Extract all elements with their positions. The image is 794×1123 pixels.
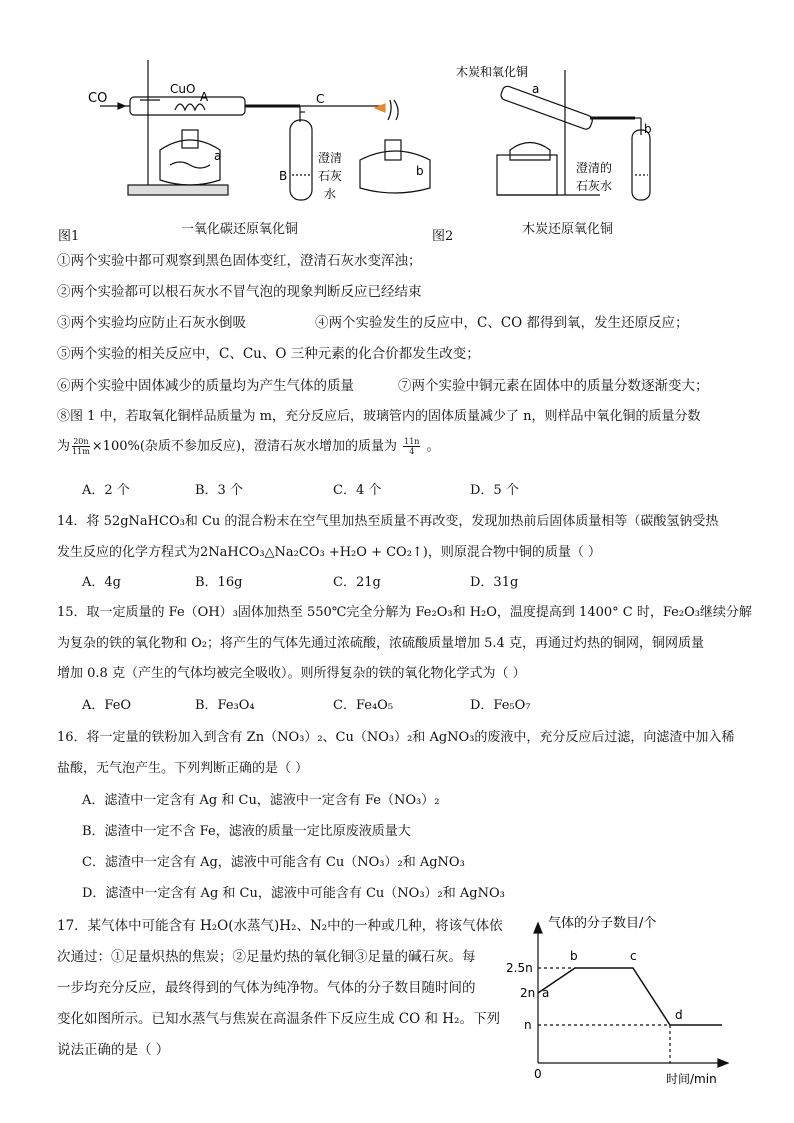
graph-ytick-n: n	[524, 1018, 532, 1032]
q17-line1: 17．某气体中可能含有 H₂O(水蒸气)H₂、N₂中的一种或几种，将该气体依	[57, 918, 503, 934]
fig1-c-label: C	[316, 92, 325, 106]
graph-ytick-2.5n: 2.5n	[506, 961, 533, 975]
fig1-co-label: CO	[88, 91, 108, 106]
q15-option-b[interactable]: B．Fe₃O₄	[195, 698, 255, 713]
q14-option-d[interactable]: D．31g	[470, 575, 519, 590]
q16-option-a[interactable]: A．滤渣中一定含有 Ag 和 Cu，滤液中一定含有 Fe（NO₃）₂	[82, 793, 440, 808]
q15-option-a[interactable]: A．FeO	[82, 698, 132, 713]
fig2-label: 图2	[432, 229, 454, 244]
q15-line3: 增加 0.8 克（产生的气体均被完全吸收）。则所得复杂的铁的氧化物化学式为（ ）	[57, 666, 526, 681]
molecule-count-graph	[500, 905, 740, 1090]
graph-origin: 0	[534, 1067, 542, 1081]
graph-point-d: d	[675, 1008, 683, 1022]
statement-8-line2	[57, 435, 440, 456]
fraction-cuo	[72, 437, 90, 456]
q13-option-a[interactable]: A．2 个	[82, 483, 130, 498]
fig2-reactants-label: 木炭和氧化铜	[456, 65, 529, 79]
graph-point-b: b	[570, 949, 578, 963]
statement-8-line1: ⑧图 1 中，若取氧化铜样品质量为 m，充分反应后，玻璃管内的固体质量减少了 n，则样品中氧化铜的质量分数	[57, 409, 701, 424]
fig2-b-label: b	[644, 122, 652, 136]
statement-8-mid: ×100%(杂质不参加反应)，澄清石灰水增加的质量为	[91, 439, 397, 454]
statement-3: ③两个实验均应防止石灰水倒吸	[57, 315, 246, 331]
q14-line2: 发生反应的化学方程式为2NaHCO₃△Na₂CO₃ +H₂O + CO₂↑)，则原混合物中铜的质量（ ）	[57, 545, 602, 560]
statement-4: ④两个实验发生的反应中，C、CO 都得到氧，发生还原反应；	[315, 315, 689, 331]
q16-line1: 16．将一定量的铁粉加入到含有 Zn（NO₃）₂、Cu（NO₃）₂和 AgNO₃的废液中，充分反应后过滤，向滤渣中加入稀	[57, 730, 735, 745]
graph-ytick-2n: 2n	[520, 986, 536, 1000]
fig1-b-upper-label: B	[279, 169, 288, 183]
fraction-limewater-num: 11n	[404, 437, 420, 446]
statement-7: ⑦两个实验中铜元素在固体中的质量分数逐渐变大；	[398, 378, 709, 394]
graph-ylabel: 气体的分子数目/个	[548, 916, 657, 931]
q17-line3: 一步均充分反应，最终得到的气体为纯净物。气体的分子数目随时间的	[57, 980, 476, 996]
statement-5: ⑤两个实验的相关反应中，C、Cu、O 三种元素的化合价都发生改变；	[57, 346, 480, 362]
fraction-limewater	[403, 437, 420, 456]
apparatus-figures	[0, 0, 794, 245]
q14-option-a[interactable]: A．4g	[82, 575, 121, 590]
statement-1: ①两个实验中都可观察到黑色固体变红，澄清石灰水变浑浊；	[57, 253, 422, 269]
graph-point-c: c	[630, 949, 637, 963]
statement-2: ②两个实验都可以根石灰水不冒气泡的现象判断反应已经结束	[57, 284, 422, 300]
q14-option-b[interactable]: B．16g	[195, 575, 243, 590]
fraction-limewater-den: 4	[409, 447, 415, 456]
statement-6: ⑥两个实验中固体减少的质量均为产生气体的质量	[57, 378, 354, 394]
fig1-limewater-2: 石灰	[318, 169, 343, 183]
fig1-caption: 一氧化碳还原氧化铜	[181, 222, 299, 237]
q15-option-d[interactable]: D．Fe₅O₇	[470, 698, 531, 713]
fig1-b-lower-label: b	[416, 164, 424, 178]
q15-line1: 15．取一定质量的 Fe（OH）₃固体加热至 550℃完全分解为 Fe₂O₃和 H₂O，温度提高到 1400° C 时，Fe₂O₃继续分解	[57, 605, 752, 620]
fig2-caption: 木炭还原氧化铜	[522, 222, 614, 237]
q14-line1: 14．将 52gNaHCO₃和 Cu 的混合粉末在空气里加热至质量不再改变，发现加热前后固体质量相等（碳酸氢钠受热	[57, 514, 719, 529]
fraction-cuo-den: 11m	[72, 447, 90, 456]
q15-line2: 为复杂的铁的氧化物和 O₂；将产生的气体先通过浓硫酸，浓硫酸质量增加 5.4 克，再通过灼热的铜网，铜网质量	[57, 636, 704, 651]
graph-xlabel: 时间/min	[666, 1072, 717, 1086]
q16-option-b[interactable]: B．滤渣中一定不含 Fe，滤液的质量一定比原废液质量大	[82, 824, 411, 839]
fraction-cuo-num: 20n	[73, 437, 89, 446]
q14-option-c[interactable]: C．21g	[333, 575, 381, 590]
q15-option-c[interactable]: C．Fe₄O₅	[333, 698, 394, 713]
q13-option-d[interactable]: D．5 个	[470, 483, 519, 498]
fig2-limewater-2: 石灰水	[576, 179, 613, 193]
fig1-a-upper-label: A	[200, 90, 209, 104]
q17-line4: 变化如图所示。已知水蒸气与焦炭在高温条件下反应生成 CO 和 H₂。下列	[57, 1011, 500, 1027]
fig1-a-lower-label: a	[214, 149, 222, 163]
statement-8-end: 。	[426, 439, 440, 454]
fig2-limewater-1: 澄清的	[576, 161, 613, 175]
q16-option-c[interactable]: C．滤渣中一定含有 Ag，滤液中可能含有 Cu（NO₃）₂和 AgNO₃	[82, 855, 465, 870]
q13-option-c[interactable]: C．4 个	[333, 483, 382, 498]
q13-option-b[interactable]: B．3 个	[195, 483, 243, 498]
statement-8-prefix: 为	[57, 439, 71, 454]
fig1-cuo-label: CuO	[170, 82, 196, 96]
fig2-a-label: a	[532, 82, 540, 96]
fig1-limewater-1: 澄清	[318, 151, 343, 165]
q17-line2: 次通过：①足量炽热的焦炭；②足量灼热的氧化铜③足量的碱石灰。每	[57, 949, 476, 965]
graph-point-a: a	[542, 986, 550, 1000]
q16-line2: 盐酸，无气泡产生。下列判断正确的是（ ）	[57, 761, 309, 776]
fig1-label: 图1	[58, 229, 80, 244]
q16-option-d[interactable]: D．滤渣中一定含有 Ag 和 Cu，滤液中可能含有 Cu（NO₃）₂和 AgNO₃	[82, 886, 505, 901]
fig1-limewater-3: 水	[324, 187, 337, 201]
q17-line5: 说法正确的是（ ）	[57, 1042, 170, 1058]
